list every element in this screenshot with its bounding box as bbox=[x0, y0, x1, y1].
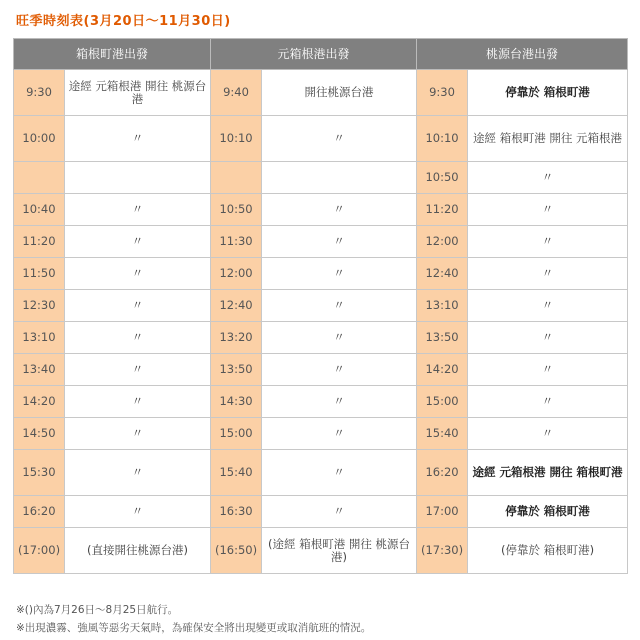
table-row bbox=[14, 354, 628, 386]
route-togendai: 〃 bbox=[468, 290, 628, 322]
departure-time-hakone-machi: (17:00) bbox=[14, 528, 65, 574]
route-hakone-machi: 〃 bbox=[65, 290, 211, 322]
route-togendai: 停靠於 箱根町港 bbox=[468, 496, 628, 528]
route-moto-hakone: 〃 bbox=[262, 290, 417, 322]
table-row bbox=[14, 450, 628, 496]
route-moto-hakone: (途經 箱根町港 開往 桃源台港) bbox=[262, 528, 417, 574]
table-row bbox=[14, 226, 628, 258]
departure-time-hakone-machi: 9:30 bbox=[14, 70, 65, 116]
departure-time-moto-hakone: 13:50 bbox=[211, 354, 262, 386]
route-hakone-machi: 〃 bbox=[65, 226, 211, 258]
departure-time-moto-hakone: 15:40 bbox=[211, 450, 262, 496]
departure-time-moto-hakone: 10:50 bbox=[211, 194, 262, 226]
departure-time-togendai: 13:10 bbox=[417, 290, 468, 322]
route-moto-hakone: 〃 bbox=[262, 226, 417, 258]
table-row bbox=[14, 162, 628, 194]
route-togendai: 〃 bbox=[468, 386, 628, 418]
route-hakone-machi: 〃 bbox=[65, 354, 211, 386]
departure-time-togendai: 15:00 bbox=[417, 386, 468, 418]
departure-time-moto-hakone: (16:50) bbox=[211, 528, 262, 574]
table-row bbox=[14, 496, 628, 528]
departure-time-moto-hakone: 14:30 bbox=[211, 386, 262, 418]
departure-time-hakone-machi: 12:30 bbox=[14, 290, 65, 322]
table-row bbox=[14, 258, 628, 290]
route-togendai: 〃 bbox=[468, 322, 628, 354]
timetable-header-row bbox=[14, 39, 628, 70]
timetable bbox=[13, 38, 628, 574]
timetable-body bbox=[14, 70, 628, 574]
departure-time-hakone-machi: 11:20 bbox=[14, 226, 65, 258]
departure-time-moto-hakone: 10:10 bbox=[211, 116, 262, 162]
departure-time-togendai: 14:20 bbox=[417, 354, 468, 386]
departure-time-togendai: 17:00 bbox=[417, 496, 468, 528]
route-togendai: 〃 bbox=[468, 194, 628, 226]
departure-time-moto-hakone: 12:00 bbox=[211, 258, 262, 290]
header-hakone-machi: 箱根町港出發 bbox=[14, 39, 211, 70]
route-hakone-machi: (直接開往桃源台港) bbox=[65, 528, 211, 574]
route-togendai: 〃 bbox=[468, 354, 628, 386]
departure-time-togendai: 10:50 bbox=[417, 162, 468, 194]
route-hakone-machi: 〃 bbox=[65, 258, 211, 290]
departure-time-moto-hakone: 13:20 bbox=[211, 322, 262, 354]
note-summer-schedule: ※()內為7月26日～8月25日航行。 bbox=[16, 604, 179, 616]
route-moto-hakone: 〃 bbox=[262, 194, 417, 226]
departure-time-togendai: 12:00 bbox=[417, 226, 468, 258]
departure-time-moto-hakone bbox=[211, 162, 262, 194]
route-moto-hakone: 開往桃源台港 bbox=[262, 70, 417, 116]
route-togendai: 〃 bbox=[468, 226, 628, 258]
route-hakone-machi: 〃 bbox=[65, 386, 211, 418]
route-hakone-machi: 〃 bbox=[65, 322, 211, 354]
departure-time-moto-hakone: 12:40 bbox=[211, 290, 262, 322]
departure-time-moto-hakone: 16:30 bbox=[211, 496, 262, 528]
departure-time-moto-hakone: 9:40 bbox=[211, 70, 262, 116]
departure-time-hakone-machi: 16:20 bbox=[14, 496, 65, 528]
route-togendai: 〃 bbox=[468, 258, 628, 290]
route-hakone-machi: 〃 bbox=[65, 418, 211, 450]
departure-time-togendai: 9:30 bbox=[417, 70, 468, 116]
departure-time-hakone-machi: 14:20 bbox=[14, 386, 65, 418]
route-hakone-machi: 〃 bbox=[65, 194, 211, 226]
departure-time-togendai: 13:50 bbox=[417, 322, 468, 354]
departure-time-moto-hakone: 15:00 bbox=[211, 418, 262, 450]
route-hakone-machi: 〃 bbox=[65, 450, 211, 496]
route-moto-hakone: 〃 bbox=[262, 450, 417, 496]
route-moto-hakone: 〃 bbox=[262, 418, 417, 450]
route-togendai: 停靠於 箱根町港 bbox=[468, 70, 628, 116]
table-row bbox=[14, 386, 628, 418]
departure-time-hakone-machi: 13:10 bbox=[14, 322, 65, 354]
route-moto-hakone: 〃 bbox=[262, 116, 417, 162]
table-row bbox=[14, 528, 628, 574]
table-row bbox=[14, 116, 628, 162]
departure-time-hakone-machi: 15:30 bbox=[14, 450, 65, 496]
table-row bbox=[14, 194, 628, 226]
departure-time-hakone-machi: 11:50 bbox=[14, 258, 65, 290]
route-hakone-machi: 途經 元箱根港 開往 桃源台港 bbox=[65, 70, 211, 116]
header-togendai: 桃源台港出發 bbox=[417, 39, 628, 70]
departure-time-togendai: 15:40 bbox=[417, 418, 468, 450]
route-hakone-machi: 〃 bbox=[65, 496, 211, 528]
route-moto-hakone: 〃 bbox=[262, 354, 417, 386]
table-row bbox=[14, 290, 628, 322]
departure-time-hakone-machi bbox=[14, 162, 65, 194]
route-moto-hakone: 〃 bbox=[262, 496, 417, 528]
route-moto-hakone: 〃 bbox=[262, 322, 417, 354]
departure-time-togendai: 12:40 bbox=[417, 258, 468, 290]
header-moto-hakone: 元箱根港出發 bbox=[211, 39, 417, 70]
route-togendai: 途經 箱根町港 開往 元箱根港 bbox=[468, 116, 628, 162]
table-row bbox=[14, 322, 628, 354]
route-togendai: (停靠於 箱根町港) bbox=[468, 528, 628, 574]
departure-time-togendai: 11:20 bbox=[417, 194, 468, 226]
departure-time-hakone-machi: 10:40 bbox=[14, 194, 65, 226]
table-row bbox=[14, 70, 628, 116]
route-moto-hakone: 〃 bbox=[262, 258, 417, 290]
route-togendai: 〃 bbox=[468, 418, 628, 450]
route-moto-hakone bbox=[262, 162, 417, 194]
departure-time-moto-hakone: 11:30 bbox=[211, 226, 262, 258]
route-moto-hakone: 〃 bbox=[262, 386, 417, 418]
departure-time-hakone-machi: 13:40 bbox=[14, 354, 65, 386]
route-togendai: 〃 bbox=[468, 162, 628, 194]
departure-time-hakone-machi: 10:00 bbox=[14, 116, 65, 162]
page-title: 旺季時刻表(3月20日～11月30日) bbox=[16, 14, 231, 29]
route-hakone-machi bbox=[65, 162, 211, 194]
route-hakone-machi: 〃 bbox=[65, 116, 211, 162]
departure-time-togendai: 16:20 bbox=[417, 450, 468, 496]
note-weather: ※出現濃霧、強風等惡劣天氣時，為確保安全將出現變更或取消航班的情況。 bbox=[16, 622, 372, 634]
route-togendai: 途經 元箱根港 開往 箱根町港 bbox=[468, 450, 628, 496]
departure-time-togendai: 10:10 bbox=[417, 116, 468, 162]
table-row bbox=[14, 418, 628, 450]
departure-time-hakone-machi: 14:50 bbox=[14, 418, 65, 450]
departure-time-togendai: (17:30) bbox=[417, 528, 468, 574]
